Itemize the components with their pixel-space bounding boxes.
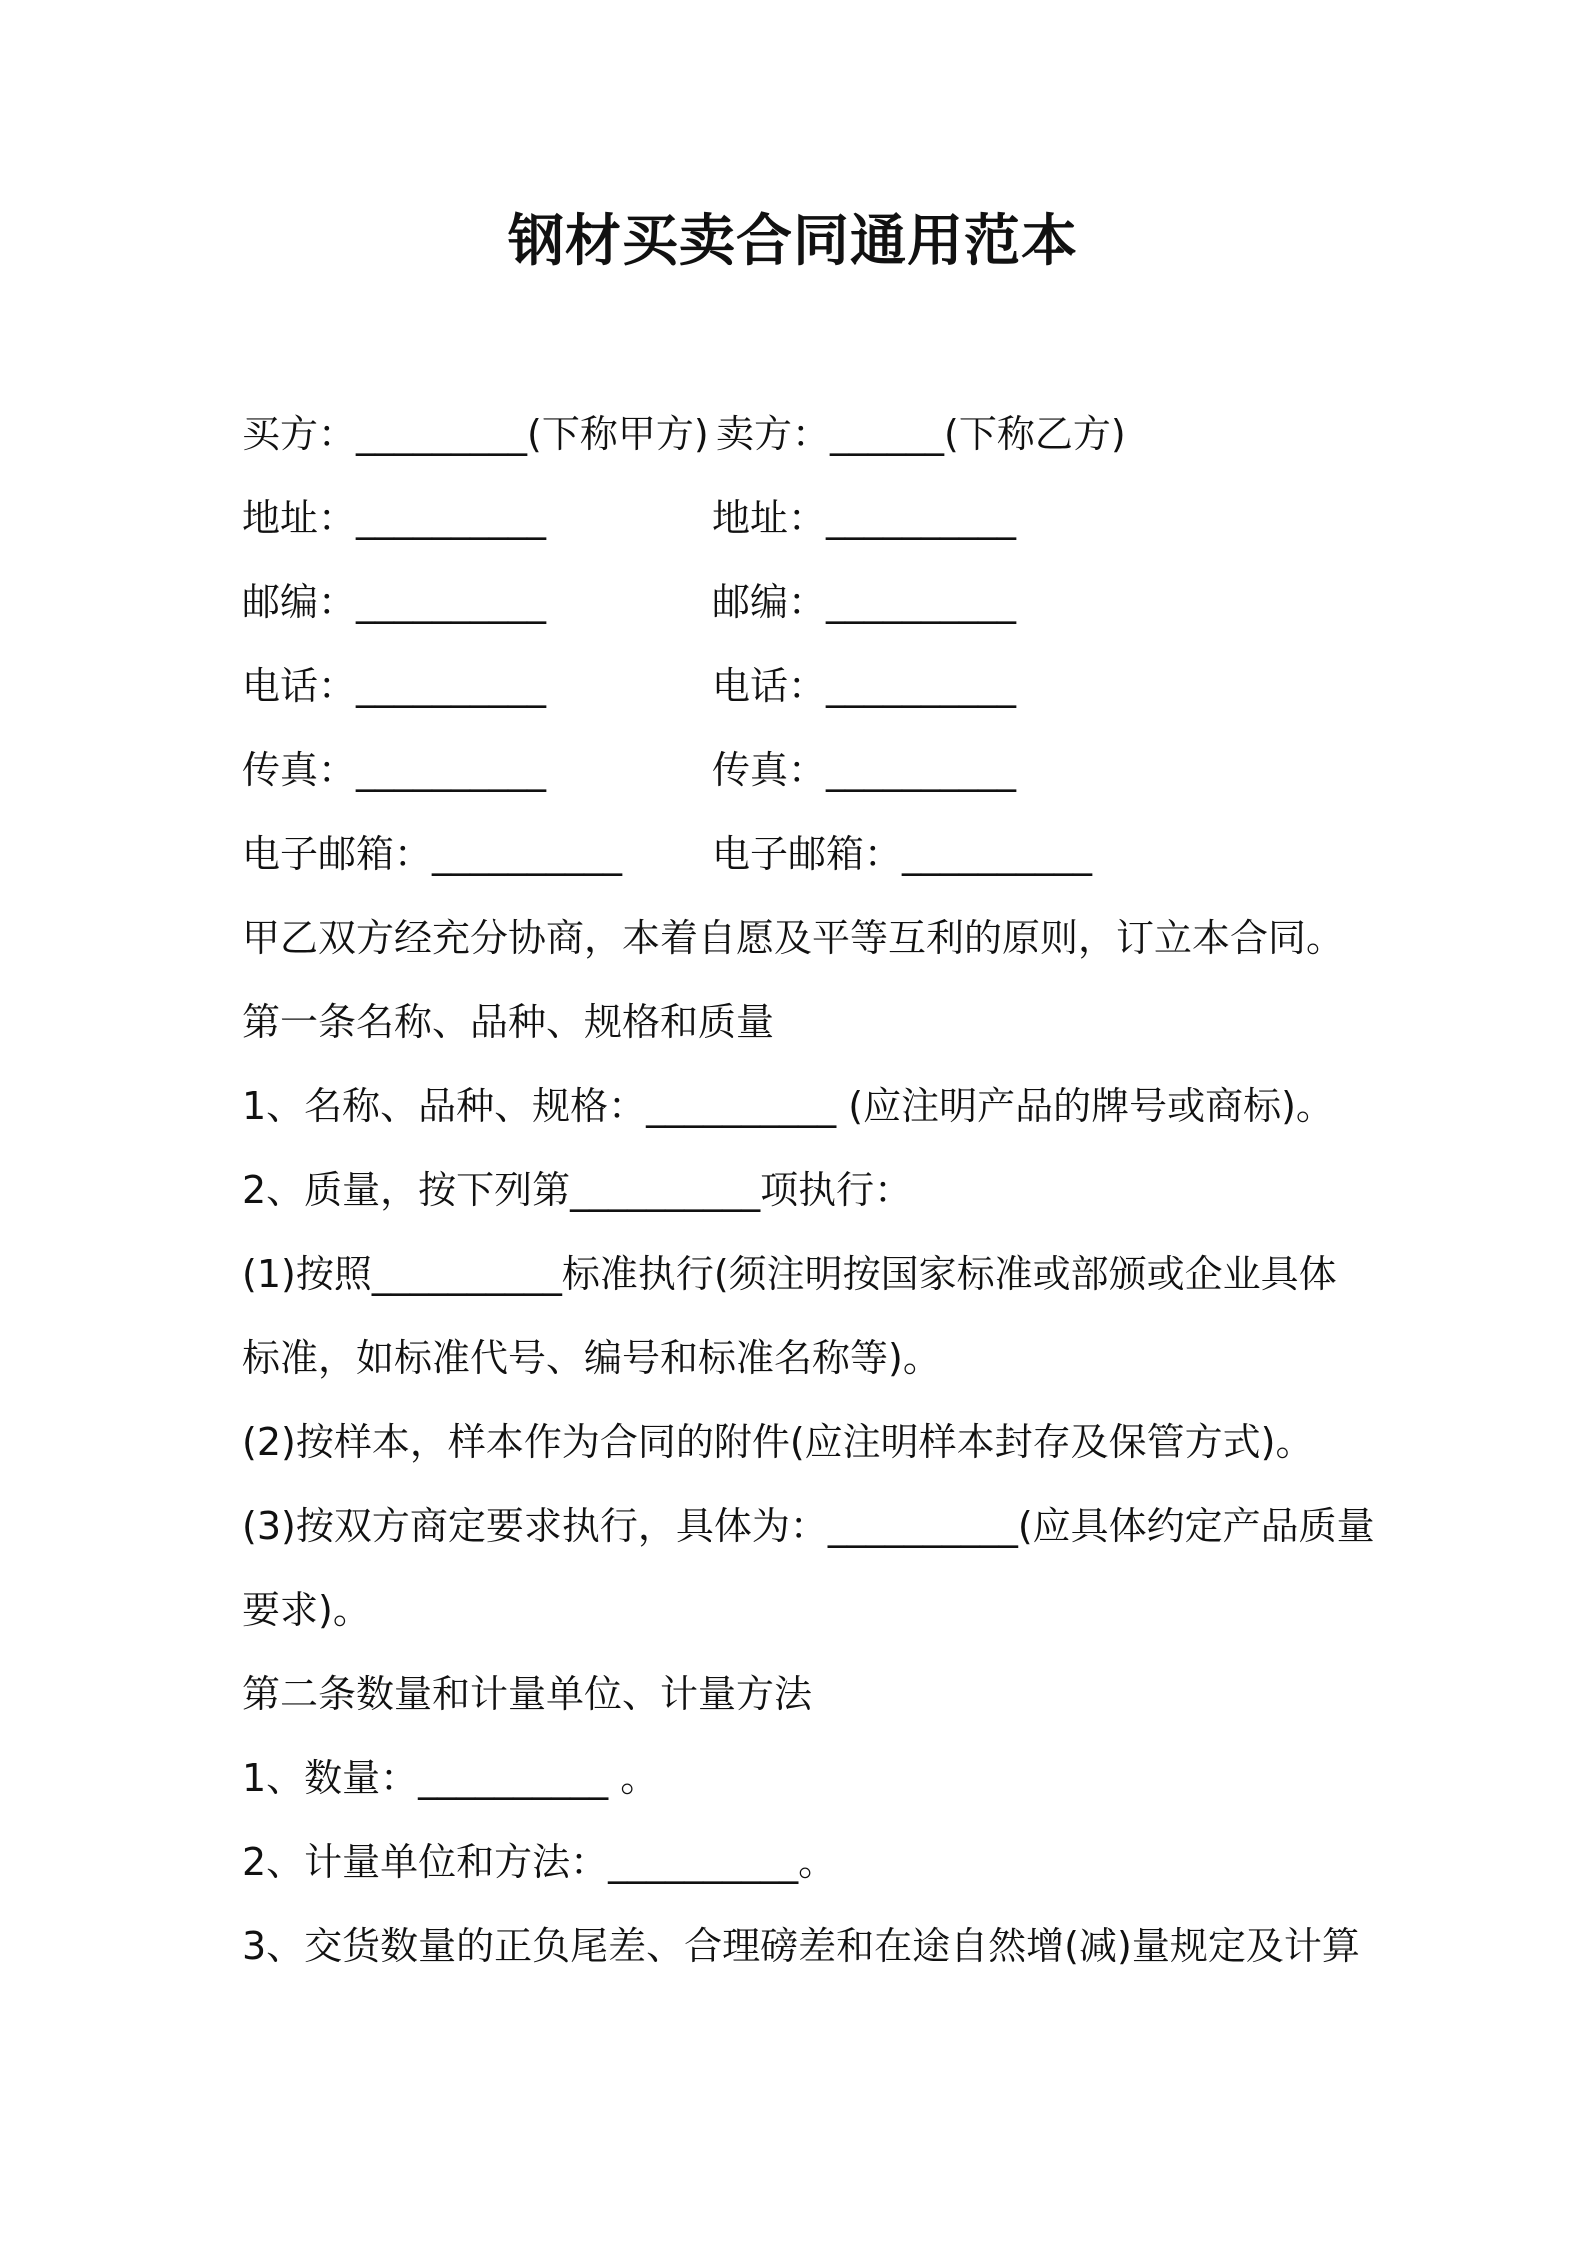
article-1-heading: 第一条名称、品种、规格和质量: [242, 1000, 775, 1044]
seller-phone-field: 电话：__________: [712, 664, 1017, 708]
article-2-item-1: 1、数量：__________ 。: [242, 1756, 659, 1800]
buyer-fax-field: 传真：__________: [242, 748, 547, 792]
seller-email-field: 电子邮箱：__________: [712, 832, 1093, 876]
article-1-subitem-3-line-2: 要求)。: [242, 1588, 371, 1632]
article-2-item-3: 3、交货数量的正负尾差、合理磅差和在途自然增(减)量规定及计算: [242, 1924, 1360, 1968]
article-1-subitem-3-line-1: (3)按双方商定要求执行，具体为：__________(应具体约定产品质量: [242, 1504, 1375, 1548]
buyer-phone-field: 电话：__________: [242, 664, 547, 708]
buyer-email-field: 电子邮箱：__________: [242, 832, 623, 876]
seller-postcode-field: 邮编：__________: [712, 580, 1017, 624]
intro-paragraph: 甲乙双方经充分协商，本着自愿及平等互利的原则，订立本合同。: [242, 916, 1345, 960]
article-2-heading: 第二条数量和计量单位、计量方法: [242, 1672, 813, 1716]
article-1-subitem-1-line-1: (1)按照__________标准执行(须注明按国家标准或部颁或企业具体: [242, 1252, 1337, 1296]
article-1-subitem-1-line-2: 标准，如标准代号、编号和标准名称等)。: [242, 1336, 941, 1380]
article-2-item-2: 2、计量单位和方法：__________。: [242, 1840, 837, 1884]
article-1-item-2: 2、质量，按下列第__________项执行：: [242, 1168, 913, 1212]
seller-address-field: 地址：__________: [712, 496, 1017, 540]
seller-name-field: 卖方：______(下称乙方): [716, 412, 1126, 456]
buyer-postcode-field: 邮编：__________: [242, 580, 547, 624]
article-1-item-1: 1、名称、品种、规格：__________ (应注明产品的牌号或商标)。: [242, 1084, 1334, 1128]
buyer-address-field: 地址：__________: [242, 496, 547, 540]
page-title: 钢材买卖合同通用范本: [508, 209, 1078, 274]
buyer-name-field: 买方：_________(下称甲方): [242, 412, 709, 456]
article-1-subitem-2: (2)按样本，样本作为合同的附件(应注明样本封存及保管方式)。: [242, 1420, 1314, 1464]
seller-fax-field: 传真：__________: [712, 748, 1017, 792]
